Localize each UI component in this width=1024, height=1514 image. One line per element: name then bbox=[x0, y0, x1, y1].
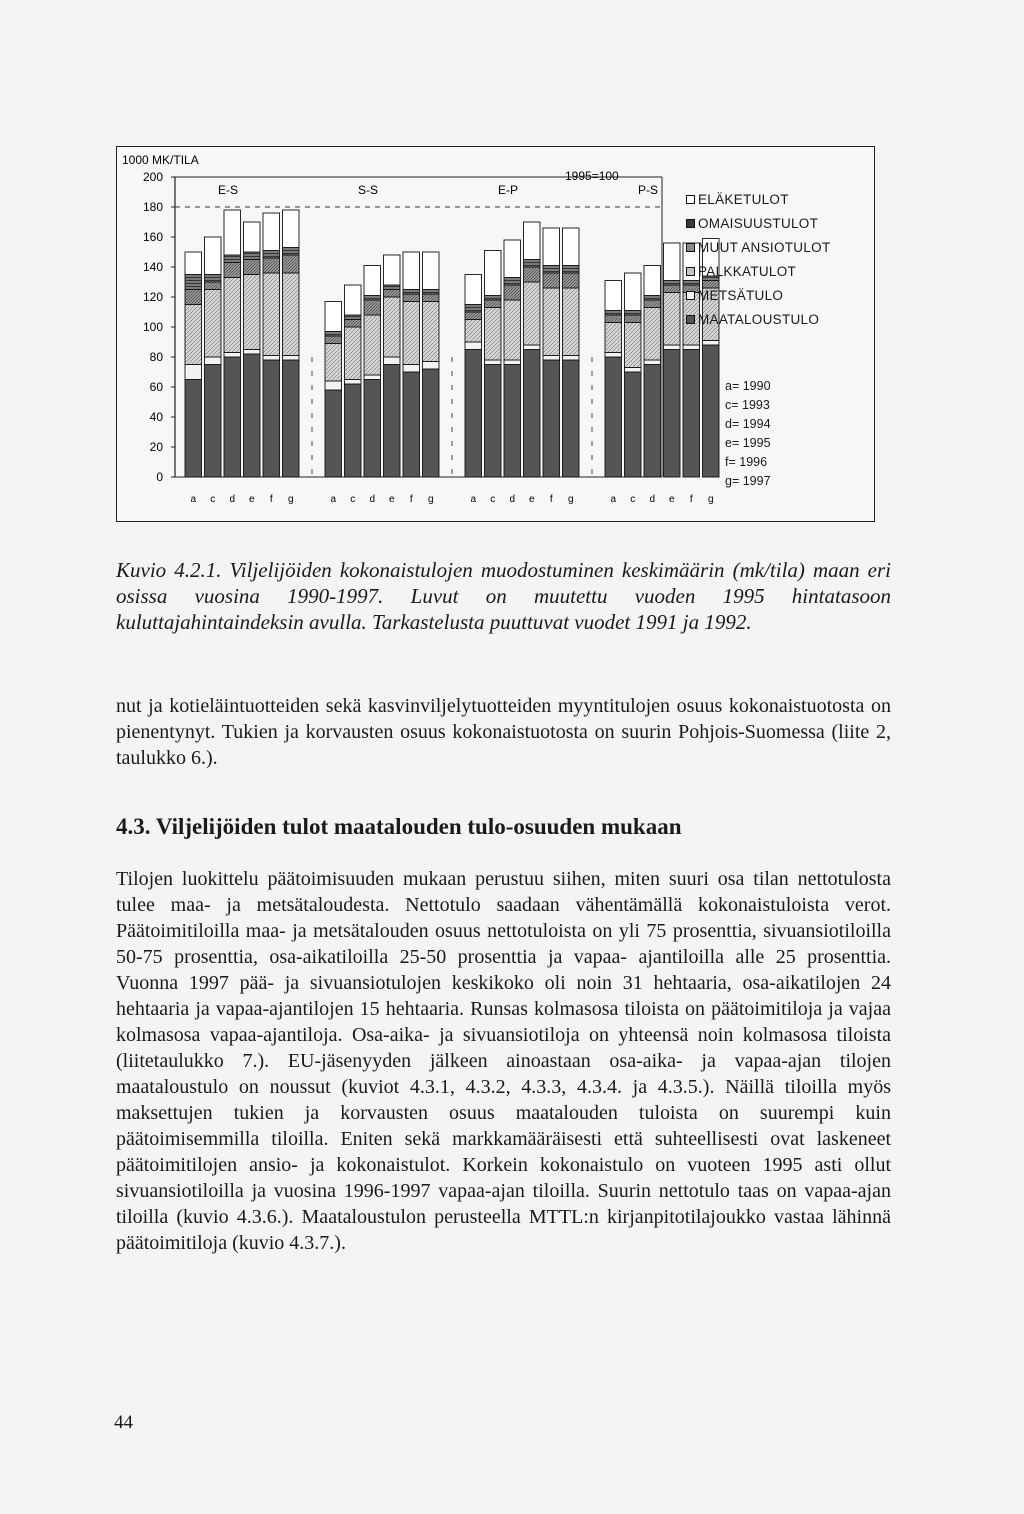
bar-segment-maataloustulo bbox=[664, 350, 681, 478]
bar-segment-el-ketulot bbox=[524, 222, 541, 260]
x-tick-label: c bbox=[210, 494, 216, 505]
bar-segment-el-ketulot bbox=[563, 228, 580, 266]
bar-segment-mets-tulo bbox=[244, 350, 261, 355]
bar-segment-mets-tulo bbox=[504, 360, 521, 365]
bar-segment-muut-ansiotulot bbox=[244, 260, 261, 275]
x-tick-label: e bbox=[528, 494, 535, 505]
bar-segment-muut-ansiotulot bbox=[543, 273, 560, 288]
bar-segment-mets-tulo bbox=[364, 375, 381, 380]
bar-segment-omaisuustulot bbox=[543, 266, 560, 274]
legend-swatch bbox=[686, 291, 695, 300]
bar-segment-maataloustulo bbox=[384, 365, 401, 478]
legend-item-elaketulot bbox=[686, 187, 831, 211]
y-tick-label: 200 bbox=[142, 170, 163, 184]
bar-segment-palkkatulot bbox=[244, 275, 261, 350]
bar-segment-palkkatulot bbox=[263, 273, 280, 356]
x-tick-label: f bbox=[549, 494, 553, 505]
x-tick-label: a bbox=[190, 494, 197, 505]
bar-segment-maataloustulo bbox=[263, 360, 280, 477]
bar-segment-muut-ansiotulot bbox=[524, 267, 541, 282]
bar-segment-el-ketulot bbox=[384, 255, 401, 285]
year-key-item: d= 1994 bbox=[725, 417, 771, 431]
page-number: 44 bbox=[114, 1412, 133, 1433]
bar-segment-el-ketulot bbox=[543, 228, 560, 266]
bar-segment-palkkatulot bbox=[485, 308, 502, 361]
bar-segment-muut-ansiotulot bbox=[625, 315, 642, 323]
bar-segment-el-ketulot bbox=[205, 237, 222, 275]
bar-segment-mets-tulo bbox=[263, 356, 280, 361]
bar-segment-omaisuustulot bbox=[205, 275, 222, 283]
chart-legend bbox=[686, 187, 831, 331]
bar-segment-palkkatulot bbox=[605, 323, 622, 353]
bar-segment-mets-tulo bbox=[283, 356, 300, 361]
x-tick-label: f bbox=[409, 494, 413, 505]
bar-segment-omaisuustulot bbox=[504, 278, 521, 286]
bar-segment-mets-tulo bbox=[563, 356, 580, 361]
y-tick-label: 140 bbox=[142, 260, 163, 274]
chart-annotation: 1995=100 bbox=[565, 169, 619, 183]
bar-segment-maataloustulo bbox=[644, 365, 661, 478]
bar-segment-muut-ansiotulot bbox=[185, 290, 202, 305]
bar-segment-palkkatulot bbox=[504, 300, 521, 360]
bar-segment-maataloustulo bbox=[185, 380, 202, 478]
bar-segment-muut-ansiotulot bbox=[205, 282, 222, 290]
x-tick-label: a bbox=[470, 494, 477, 505]
bar-segment-omaisuustulot bbox=[244, 252, 261, 260]
y-tick-label: 40 bbox=[149, 410, 163, 424]
legend-label: MUUT ANSIOTULOT bbox=[698, 239, 831, 255]
bar-segment-mets-tulo bbox=[485, 360, 502, 365]
bar-segment-omaisuustulot bbox=[664, 281, 681, 286]
bar-segment-omaisuustulot bbox=[185, 275, 202, 290]
bar-segment-palkkatulot bbox=[364, 315, 381, 375]
bar-segment-maataloustulo bbox=[224, 357, 241, 477]
x-tick-label: d bbox=[649, 494, 656, 505]
bar-segment-omaisuustulot bbox=[263, 251, 280, 259]
legend-swatch bbox=[686, 267, 695, 276]
bar-segment-muut-ansiotulot bbox=[224, 263, 241, 278]
bar-segment-muut-ansiotulot bbox=[403, 294, 420, 302]
bar-segment-el-ketulot bbox=[364, 266, 381, 296]
y-tick-label: 100 bbox=[142, 320, 163, 334]
year-key-item: e= 1995 bbox=[725, 436, 771, 450]
y-tick-label: 160 bbox=[142, 230, 163, 244]
bar-segment-palkkatulot bbox=[205, 290, 222, 358]
year-key-item: c= 1993 bbox=[725, 398, 770, 412]
bar-segment-mets-tulo bbox=[423, 362, 440, 370]
bar-segment-palkkatulot bbox=[465, 320, 482, 343]
bar-segment-palkkatulot bbox=[325, 344, 342, 382]
section-heading: 4.3. Viljelijöiden tulot maatalouden tulo-osuuden mukaan bbox=[116, 814, 682, 839]
x-tick-label: a bbox=[610, 494, 617, 505]
legend-item-omaisuustulot bbox=[686, 211, 831, 235]
bar-segment-palkkatulot bbox=[563, 288, 580, 356]
legend-swatch bbox=[686, 219, 695, 228]
legend-swatch bbox=[686, 243, 695, 252]
bar-segment-maataloustulo bbox=[625, 372, 642, 477]
x-tick-label: g bbox=[427, 494, 434, 505]
bar-segment-palkkatulot bbox=[644, 308, 661, 361]
bar-segment-muut-ansiotulot bbox=[644, 300, 661, 308]
bar-segment-mets-tulo bbox=[543, 356, 560, 361]
x-tick-label: g bbox=[707, 494, 714, 505]
bar-segment-el-ketulot bbox=[224, 210, 241, 255]
bar-segment-omaisuustulot bbox=[465, 305, 482, 313]
chart-title: 1000 MK/TILA bbox=[122, 153, 199, 167]
bar-segment-maataloustulo bbox=[605, 357, 622, 477]
bar-segment-palkkatulot bbox=[423, 302, 440, 362]
bar-segment-palkkatulot bbox=[403, 302, 420, 365]
bar-segment-omaisuustulot bbox=[364, 296, 381, 301]
bar-segment-mets-tulo bbox=[683, 345, 700, 350]
y-tick-label: 20 bbox=[149, 440, 163, 454]
legend-swatch bbox=[686, 195, 695, 204]
bar-segment-palkkatulot bbox=[524, 282, 541, 345]
bar-segment-muut-ansiotulot bbox=[563, 273, 580, 288]
y-tick-label: 0 bbox=[156, 470, 163, 484]
bar-segment-muut-ansiotulot bbox=[325, 336, 342, 344]
bar-segment-mets-tulo bbox=[345, 380, 362, 385]
legend-item-metsatulo bbox=[686, 283, 831, 307]
bar-segment-mets-tulo bbox=[384, 357, 401, 365]
bar-segment-muut-ansiotulot bbox=[283, 255, 300, 273]
bar-segment-muut-ansiotulot bbox=[504, 285, 521, 300]
bar-segment-muut-ansiotulot bbox=[263, 258, 280, 273]
x-tick-label: e bbox=[668, 494, 675, 505]
legend-item-palkkatulot bbox=[686, 259, 831, 283]
bar-segment-maataloustulo bbox=[504, 365, 521, 478]
bar-segment-mets-tulo bbox=[205, 357, 222, 365]
bar-segment-maataloustulo bbox=[345, 384, 362, 477]
bar-segment-muut-ansiotulot bbox=[664, 285, 681, 293]
bar-segment-el-ketulot bbox=[185, 252, 202, 275]
bar-segment-maataloustulo bbox=[403, 372, 420, 477]
bar-segment-palkkatulot bbox=[543, 288, 560, 356]
legend-item-maataloustulo bbox=[686, 307, 831, 331]
bar-segment-palkkatulot bbox=[384, 297, 401, 357]
legend-item-muut-ansiotulot bbox=[686, 235, 831, 259]
bar-segment-el-ketulot bbox=[504, 240, 521, 278]
bar-segment-maataloustulo bbox=[283, 360, 300, 477]
bar-segment-el-ketulot bbox=[283, 210, 300, 248]
legend-label: ELÄKETULOT bbox=[698, 191, 789, 207]
bar-segment-el-ketulot bbox=[403, 252, 420, 290]
bar-segment-el-ketulot bbox=[485, 251, 502, 296]
bar-segment-maataloustulo bbox=[465, 350, 482, 478]
x-tick-label: a bbox=[330, 494, 337, 505]
bar-segment-maataloustulo bbox=[423, 369, 440, 477]
bar-segment-maataloustulo bbox=[563, 360, 580, 477]
paragraph-2: Tilojen luokittelu päätoimisuuden mukaan perustuu siihen, miten suuri osa tilan nettotulosta tulee maa- ja metsätaloudesta. Nettotulo saadaan vähentämällä kokonaistuloista verot. Päätoimitiloilla maa- ja metsätalouden osuus nettotuloista on yli 75 prosenttia, sivuansiotiloilla 50-75 prosenttia, osa-aikatiloilla 25-50 prosenttia ja vapaa- ajantiloilla alle 25 prosenttia. Vuonna 1997 pää- ja sivuansiotulojen keskikoko oli noin 31 hehtaaria, osa-aikatilojen 24 hehtaaria ja vapaa-ajantilojen 15 hehtaaria. Runsas kolmasosa tiloista on päätoimitiloja ja vajaa kolmasosa vapaa-ajantiloja. Osa-aika- ja sivuansiotiloja on yhteensä noin kolmasosa tiloista (liitetaulukko 7.). EU-jäsenyyden jälkeen ainoastaan osa-aika- ja vapaa-ajan tilojen maataloustulo on noussut (kuviot 4.3.1, 4.3.2, 4.3.3, 4.3.4. ja 4.3.5.). Näillä tiloilla myös maksettujen tukien ja korvausten osuus maatalouden tuloista on suurempi kuin päätoimisemmilla tiloilla. Eniten sekä markkamääräisesti että suhteellisesti ovat laskeneet päätoimitilojen ansio- ja kokonaistulot. Korkein kokonaistulo on vuoteen 1995 asti ollut sivuansiotiloilla ja vuosina 1996-1997 vapaa-ajan tiloilla. Suurin nettotulo taas on vapaa-ajan tiloilla (kuvio 4.3.6.). Maataloustulon perusteella MTTL:n kirjanpitotilajoukko vastaa lähinnä päätoimitiloja (kuvio 4.3.7.). bbox=[116, 868, 891, 1254]
bar-segment-mets-tulo bbox=[524, 345, 541, 350]
bar-segment-mets-tulo bbox=[224, 353, 241, 358]
bar-segment-muut-ansiotulot bbox=[364, 300, 381, 315]
bar-segment-maataloustulo bbox=[244, 354, 261, 477]
year-key bbox=[725, 377, 771, 491]
x-tick-label: e bbox=[388, 494, 395, 505]
bar-segment-maataloustulo bbox=[543, 360, 560, 477]
x-tick-label: d bbox=[369, 494, 376, 505]
bar-segment-omaisuustulot bbox=[423, 290, 440, 295]
bar-segment-omaisuustulot bbox=[644, 296, 661, 301]
figure-caption: Kuvio 4.2.1. Viljelijöiden kokonaistulojen muodostuminen keskimäärin (mk/tila) maan eri osissa vuosina 1990-1997. Luvut on muutettu vuoden 1995 hintatasoon kuluttajahintaindeksin avulla. Tarkastelusta puuttuvat vuodet 1991 ja 1992. bbox=[116, 558, 891, 634]
legend-swatch bbox=[686, 315, 695, 324]
bar-segment-mets-tulo bbox=[644, 360, 661, 365]
bar-segment-muut-ansiotulot bbox=[423, 294, 440, 302]
x-tick-label: c bbox=[490, 494, 496, 505]
group-label: S-S bbox=[357, 183, 379, 197]
bar-segment-el-ketulot bbox=[423, 252, 440, 290]
x-tick-label: c bbox=[630, 494, 636, 505]
bar-segment-mets-tulo bbox=[185, 365, 202, 380]
bar-segment-omaisuustulot bbox=[625, 311, 642, 316]
x-tick-label: e bbox=[248, 494, 255, 505]
y-tick-label: 80 bbox=[149, 350, 163, 364]
bar-segment-omaisuustulot bbox=[563, 266, 580, 274]
bar-segment-omaisuustulot bbox=[325, 332, 342, 337]
legend-label: OMAISUUSTULOT bbox=[698, 215, 819, 231]
bar-segment-el-ketulot bbox=[625, 273, 642, 311]
bar-segment-mets-tulo bbox=[664, 345, 681, 350]
bar-segment-palkkatulot bbox=[185, 305, 202, 365]
y-tick-label: 180 bbox=[142, 200, 163, 214]
bar-segment-mets-tulo bbox=[325, 381, 342, 390]
x-tick-label: f bbox=[689, 494, 693, 505]
bar-segment-el-ketulot bbox=[244, 222, 261, 252]
x-tick-label: c bbox=[350, 494, 356, 505]
bar-segment-mets-tulo bbox=[625, 368, 642, 373]
bar-segment-omaisuustulot bbox=[283, 248, 300, 256]
bar-segment-muut-ansiotulot bbox=[384, 290, 401, 298]
paragraph-1: nut ja kotieläintuotteiden sekä kasvinviljelytuotteiden myyntitulojen osuus kokonaistuotosta on pienentynyt. Tukien ja korvausten osuus kokonaistuotosta on suurin Pohjois-Suomessa (liite 2, taulukko 6.). bbox=[116, 695, 891, 769]
bar-segment-palkkatulot bbox=[345, 327, 362, 380]
bar-segment-omaisuustulot bbox=[224, 255, 241, 263]
bar-segment-omaisuustulot bbox=[605, 311, 622, 316]
group-label: P-S bbox=[637, 183, 659, 197]
bar-segment-omaisuustulot bbox=[384, 285, 401, 290]
bar-segment-maataloustulo bbox=[683, 350, 700, 478]
bar-segment-el-ketulot bbox=[263, 213, 280, 251]
x-tick-label: d bbox=[509, 494, 516, 505]
bar-segment-mets-tulo bbox=[605, 353, 622, 358]
x-tick-label: g bbox=[567, 494, 574, 505]
bar-segment-el-ketulot bbox=[664, 243, 681, 281]
year-key-item: f= 1996 bbox=[725, 455, 768, 469]
bar-segment-mets-tulo bbox=[465, 342, 482, 350]
figure-frame bbox=[116, 146, 875, 522]
group-label: E-P bbox=[497, 183, 519, 197]
bar-segment-omaisuustulot bbox=[524, 260, 541, 268]
bar-segment-el-ketulot bbox=[605, 281, 622, 311]
bar-segment-palkkatulot bbox=[625, 323, 642, 368]
bar-segment-palkkatulot bbox=[664, 293, 681, 346]
bar-segment-muut-ansiotulot bbox=[605, 315, 622, 323]
bar-segment-mets-tulo bbox=[403, 365, 420, 373]
legend-label: MAATALOUSTULO bbox=[698, 311, 820, 327]
bar-segment-maataloustulo bbox=[325, 390, 342, 477]
bar-segment-el-ketulot bbox=[644, 266, 661, 296]
bar-segment-omaisuustulot bbox=[485, 296, 502, 301]
bar-segment-omaisuustulot bbox=[403, 290, 420, 295]
x-tick-label: f bbox=[269, 494, 273, 505]
bar-segment-palkkatulot bbox=[283, 273, 300, 356]
bar-segment-muut-ansiotulot bbox=[465, 312, 482, 320]
bar-segment-omaisuustulot bbox=[345, 315, 362, 320]
year-key-item: a= 1990 bbox=[725, 379, 771, 393]
legend-label: METSÄTULO bbox=[698, 287, 784, 303]
bar-segment-muut-ansiotulot bbox=[345, 320, 362, 328]
bar-segment-el-ketulot bbox=[465, 275, 482, 305]
x-tick-label: g bbox=[287, 494, 294, 505]
bar-segment-el-ketulot bbox=[325, 302, 342, 332]
bar-segment-el-ketulot bbox=[345, 285, 362, 315]
bar-segment-maataloustulo bbox=[524, 350, 541, 478]
bar-segment-maataloustulo bbox=[485, 365, 502, 478]
bar-segment-palkkatulot bbox=[224, 278, 241, 353]
bar-segment-muut-ansiotulot bbox=[485, 300, 502, 308]
y-tick-label: 120 bbox=[142, 290, 163, 304]
bar-segment-maataloustulo bbox=[703, 345, 720, 477]
y-tick-label: 60 bbox=[149, 380, 163, 394]
bar-segment-mets-tulo bbox=[703, 341, 720, 346]
bar-segment-maataloustulo bbox=[205, 365, 222, 478]
x-tick-label: d bbox=[229, 494, 236, 505]
year-key-item: g= 1997 bbox=[725, 474, 771, 488]
legend-label: PALKKATULOT bbox=[698, 263, 797, 279]
bar-segment-maataloustulo bbox=[364, 380, 381, 478]
group-label: E-S bbox=[217, 183, 239, 197]
